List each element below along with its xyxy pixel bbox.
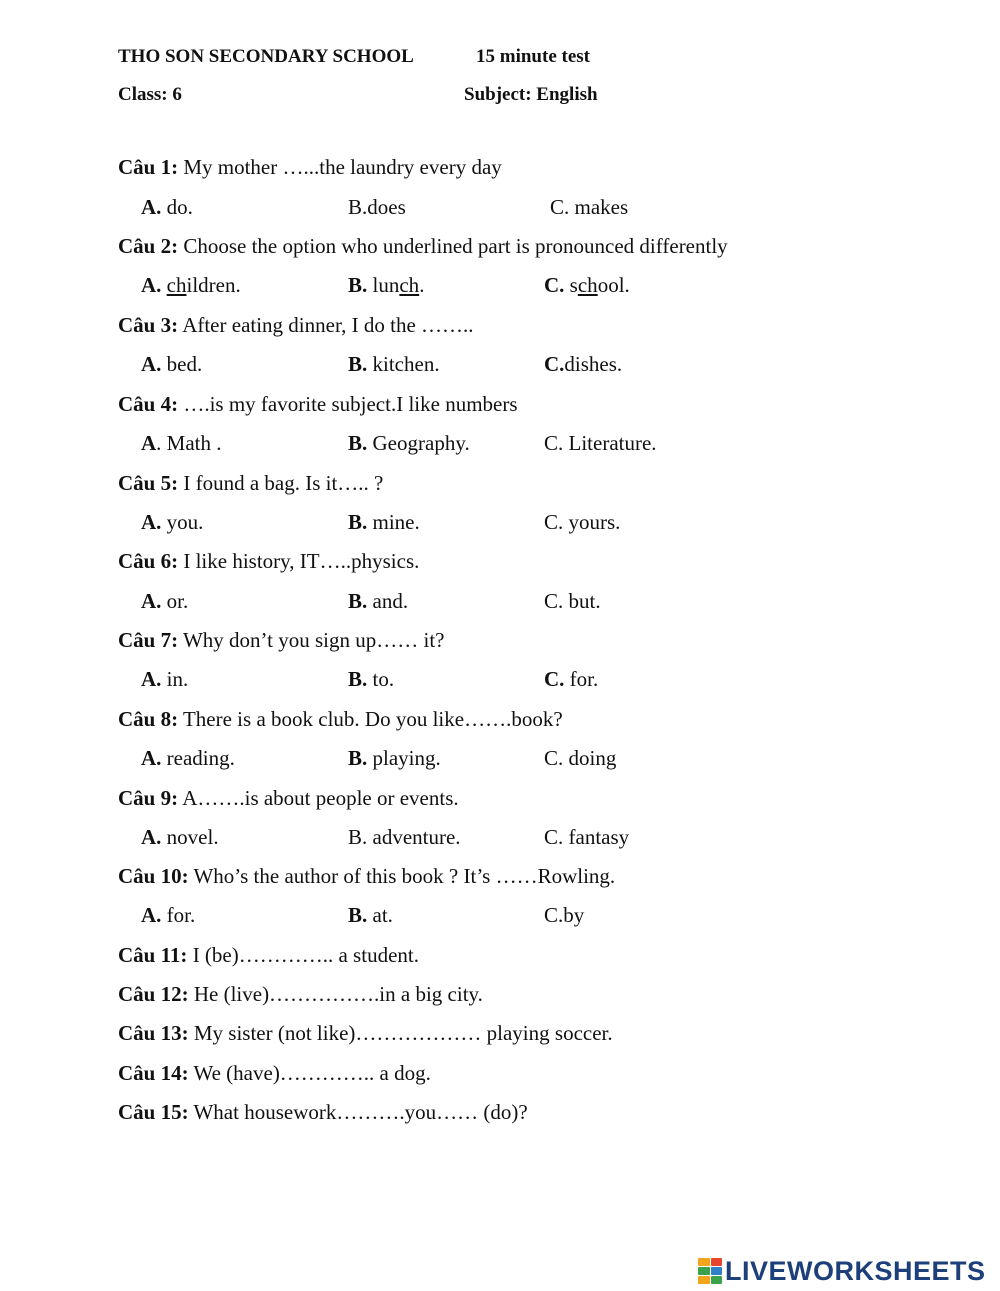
option-text: C. fantasy xyxy=(544,825,630,849)
option-label: B. xyxy=(348,667,368,691)
option-a[interactable] xyxy=(141,195,193,220)
option-text: novel. xyxy=(166,825,219,849)
option-a[interactable] xyxy=(141,903,195,928)
option-text: for. xyxy=(569,667,599,691)
option-text: ool. xyxy=(597,273,630,297)
option-c[interactable] xyxy=(544,273,630,298)
question-7 xyxy=(118,628,444,653)
question-15 xyxy=(118,1100,528,1125)
liveworksheets-icon xyxy=(698,1258,722,1284)
option-b[interactable] xyxy=(348,431,470,456)
option-b[interactable] xyxy=(348,746,441,771)
question-3 xyxy=(118,313,474,338)
option-text: C. makes xyxy=(550,195,629,219)
option-label: A. xyxy=(141,273,162,297)
question-text: I found a bag. Is it….. ? xyxy=(183,471,384,495)
question-13 xyxy=(118,1021,613,1046)
option-a[interactable] xyxy=(141,667,188,692)
option-text: mine. xyxy=(372,510,420,534)
question-4 xyxy=(118,392,518,417)
question-text: I like history, IT…..physics. xyxy=(183,549,420,573)
option-a[interactable] xyxy=(141,510,203,535)
question-11 xyxy=(118,943,419,968)
liveworksheets-logo xyxy=(698,1256,986,1286)
question-label: Câu 14: xyxy=(118,1061,189,1085)
question-1 xyxy=(118,155,502,180)
option-c[interactable] xyxy=(544,510,620,535)
question-text: Choose the option who underlined part is pronounced differently xyxy=(183,234,728,258)
underlined-part: ch xyxy=(399,273,420,297)
option-label: A xyxy=(141,431,157,455)
question-6 xyxy=(118,549,419,574)
class-label: Class: 6 xyxy=(118,84,182,105)
option-label: A. xyxy=(141,352,162,376)
option-text: C. doing xyxy=(544,746,617,770)
question-14 xyxy=(118,1061,431,1086)
option-label: A. xyxy=(141,667,162,691)
option-text: lun xyxy=(372,273,400,297)
question-text: ….is my favorite subject.I like numbers xyxy=(183,392,518,416)
option-text: kitchen. xyxy=(372,352,440,376)
option-a[interactable] xyxy=(141,589,188,614)
question-text: Who’s the author of this book ? It’s ……Rowling. xyxy=(193,864,616,888)
question-2 xyxy=(118,234,728,259)
option-text: C. yours. xyxy=(544,510,621,534)
logo-text: LIVEWORKSHEETS xyxy=(725,1255,986,1286)
option-a[interactable] xyxy=(141,746,235,771)
test-title: 15 minute test xyxy=(476,46,590,67)
option-label: B. xyxy=(348,273,368,297)
option-text: Geography. xyxy=(372,431,470,455)
option-label: B. xyxy=(348,746,368,770)
option-text: you. xyxy=(166,510,204,534)
option-c[interactable] xyxy=(544,667,598,692)
option-text: for. xyxy=(166,903,196,927)
question-12 xyxy=(118,982,483,1007)
underlined-part: ch xyxy=(166,273,187,297)
option-label: A. xyxy=(141,746,162,770)
option-a[interactable] xyxy=(141,431,222,456)
option-label: B. xyxy=(348,510,368,534)
subject-label: Subject: English xyxy=(464,84,598,105)
question-text[interactable]: My sister (not like)……………… playing soccer. xyxy=(193,1021,613,1045)
option-text: ildren. xyxy=(186,273,241,297)
question-label: Câu 2: xyxy=(118,234,179,258)
option-label: A. xyxy=(141,195,162,219)
option-b[interactable] xyxy=(348,510,420,535)
option-b[interactable] xyxy=(348,273,424,298)
option-c[interactable] xyxy=(544,431,657,456)
option-label: A. xyxy=(141,825,162,849)
option-a[interactable] xyxy=(141,352,202,377)
question-label: Câu 5: xyxy=(118,471,179,495)
question-9 xyxy=(118,786,459,811)
option-c[interactable] xyxy=(544,352,622,377)
option-text: . xyxy=(419,273,425,297)
option-label: B. xyxy=(348,589,368,613)
option-text: to. xyxy=(372,667,395,691)
question-label: Câu 3: xyxy=(118,313,179,337)
question-8 xyxy=(118,707,563,732)
option-b[interactable] xyxy=(348,352,440,377)
option-text: . Math . xyxy=(156,431,222,455)
option-text: or. xyxy=(166,589,189,613)
question-label: Câu 15: xyxy=(118,1100,189,1124)
option-c[interactable] xyxy=(544,903,584,928)
underlined-part: ch xyxy=(577,273,598,297)
question-5 xyxy=(118,471,383,496)
question-text[interactable]: What housework……….you…… (do)? xyxy=(193,1100,528,1124)
option-label: B. xyxy=(348,903,368,927)
question-label: Câu 13: xyxy=(118,1021,189,1045)
question-label: Câu 1: xyxy=(118,155,179,179)
option-b[interactable] xyxy=(348,589,408,614)
question-label: Câu 10: xyxy=(118,864,189,888)
option-a[interactable] xyxy=(141,273,241,298)
option-b[interactable] xyxy=(348,903,393,928)
option-text: and. xyxy=(372,589,409,613)
question-text[interactable]: We (have)………….. a dog. xyxy=(193,1061,431,1085)
option-label: A. xyxy=(141,589,162,613)
option-label: C. xyxy=(544,273,565,297)
option-label: A. xyxy=(141,903,162,927)
option-text: dishes. xyxy=(564,352,623,376)
option-text: C. Literature. xyxy=(544,431,657,455)
question-text[interactable]: He (live)…………….in a big city. xyxy=(193,982,483,1006)
question-label: Câu 9: xyxy=(118,786,179,810)
question-text: My mother …...the laundry every day xyxy=(183,155,502,179)
question-text: There is a book club. Do you like…….book? xyxy=(182,707,563,731)
question-text[interactable]: I (be)………….. a student. xyxy=(192,943,419,967)
option-text: bed. xyxy=(166,352,203,376)
question-label: Câu 11: xyxy=(118,943,188,967)
option-text: C.by xyxy=(544,903,585,927)
option-text: s xyxy=(569,273,578,297)
option-text: at. xyxy=(372,903,393,927)
option-text: B. adventure. xyxy=(348,825,461,849)
question-label: Câu 12: xyxy=(118,982,189,1006)
option-b[interactable] xyxy=(348,195,406,220)
school-name: THO SON SECONDARY SCHOOL xyxy=(118,46,414,67)
option-label: A. xyxy=(141,510,162,534)
question-text: Why don’t you sign up…… it? xyxy=(182,628,445,652)
question-label: Câu 7: xyxy=(118,628,179,652)
option-label: B. xyxy=(348,352,368,376)
option-c[interactable] xyxy=(550,195,628,220)
option-text: in. xyxy=(166,667,189,691)
option-c[interactable] xyxy=(544,746,616,771)
option-c[interactable] xyxy=(544,589,601,614)
option-c[interactable] xyxy=(544,825,629,850)
option-label: C. xyxy=(544,667,565,691)
option-a[interactable] xyxy=(141,825,219,850)
option-text: reading. xyxy=(166,746,235,770)
option-label: B. xyxy=(348,431,368,455)
option-label: C. xyxy=(544,352,565,376)
question-text: After eating dinner, I do the …….. xyxy=(182,313,474,337)
question-label: Câu 4: xyxy=(118,392,179,416)
option-text: B.does xyxy=(348,195,406,219)
option-b[interactable] xyxy=(348,825,461,850)
question-10 xyxy=(118,864,615,889)
question-text: A…….is about people or events. xyxy=(182,786,459,810)
option-b[interactable] xyxy=(348,667,394,692)
option-text: playing. xyxy=(372,746,441,770)
option-text: C. but. xyxy=(544,589,601,613)
question-label: Câu 8: xyxy=(118,707,179,731)
option-text: do. xyxy=(166,195,193,219)
question-label: Câu 6: xyxy=(118,549,179,573)
